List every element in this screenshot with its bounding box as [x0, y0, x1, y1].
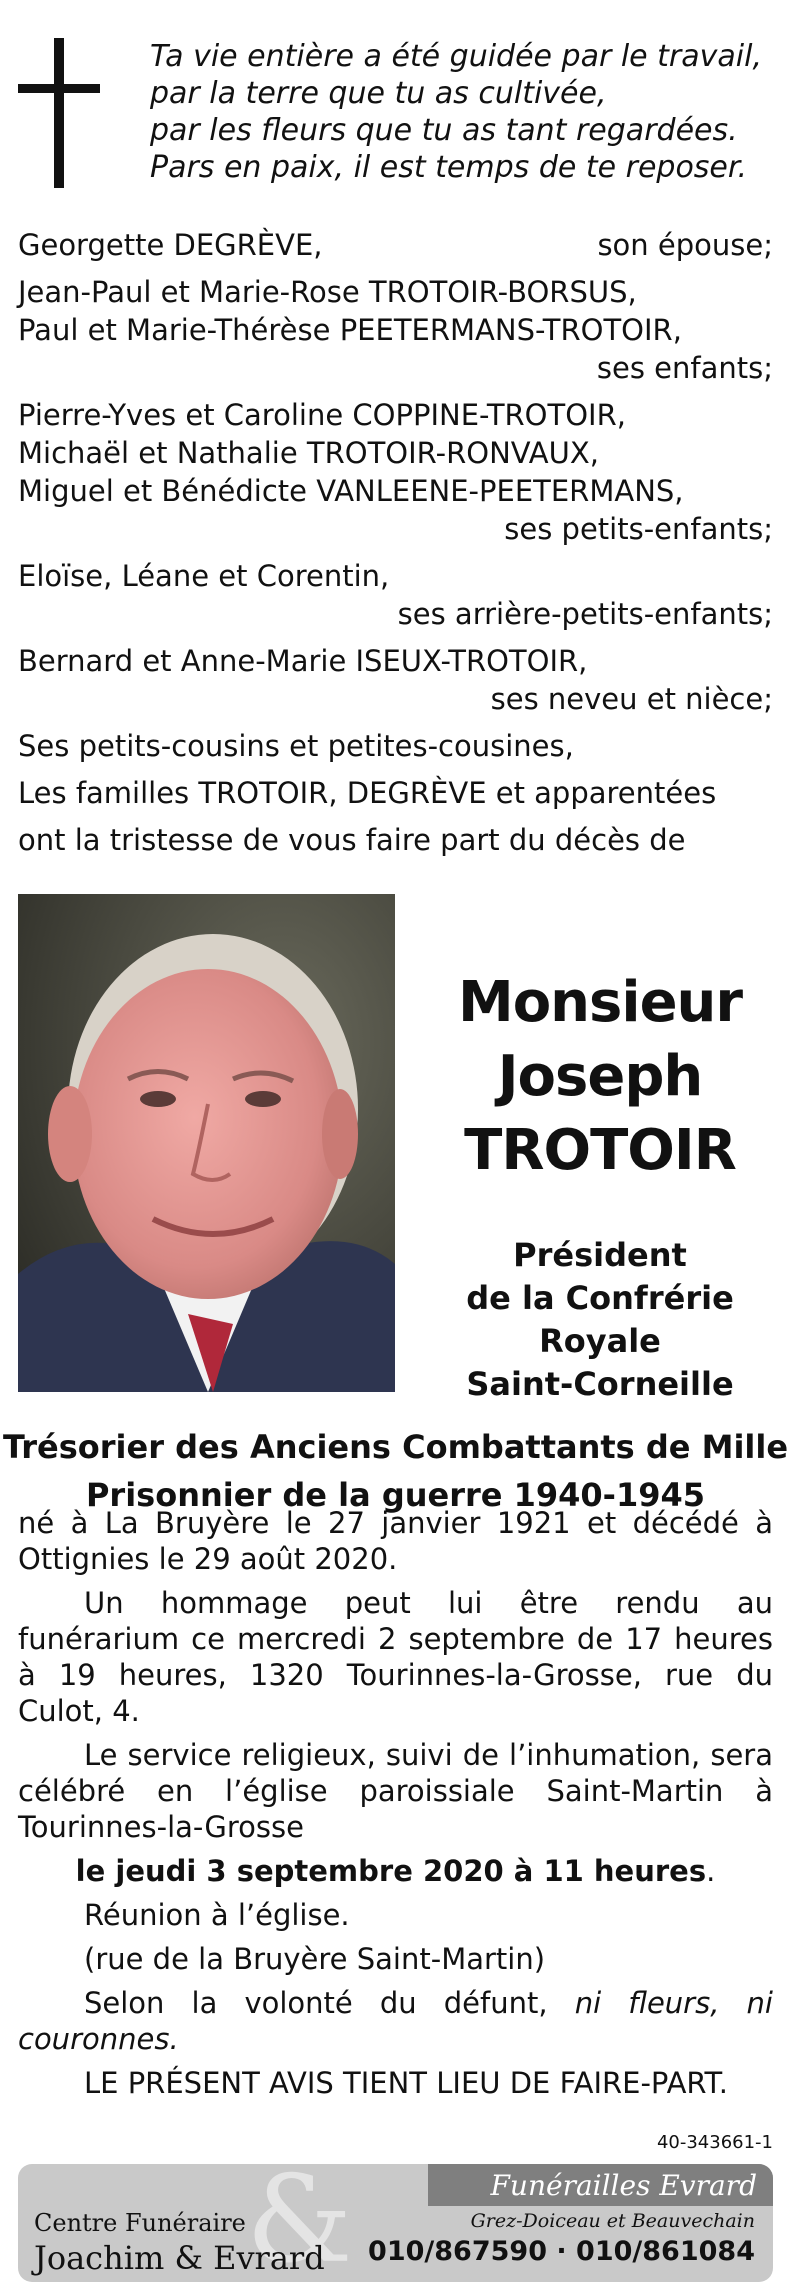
cousins-row: Ses petits-cousins et petites-cousines,	[18, 729, 574, 763]
grandchild-row: Miguel et Bénédicte VANLEENE-PEETERMANS,	[18, 474, 684, 508]
deceased-title	[430, 1234, 770, 1406]
great-grandchildren-row: Eloïse, Léane et Corentin,	[18, 559, 390, 593]
nephew-row: Bernard et Anne-Marie ISEUX-TROTOIR,	[18, 644, 588, 678]
title-line: Président	[513, 1236, 687, 1274]
grandchild-row: Pierre-Yves et Caroline COPPINE-TROTOIR,	[18, 398, 626, 432]
wish-italic: ni fleurs, ni couronnes.	[18, 1986, 773, 2056]
brand-name: Funérailles Evrard	[490, 2169, 757, 2202]
cross-icon	[18, 38, 100, 188]
deceased-name	[410, 966, 790, 1188]
wish-text: Selon la volonté du défunt,	[84, 1986, 575, 2020]
child-row: Jean-Paul et Marie-Rose TROTOIR-BORSUS,	[18, 275, 637, 309]
title-line: Saint-Corneille	[466, 1365, 734, 1403]
meeting-line: Réunion à l’église.	[84, 1898, 350, 1932]
role-line: Trésorier des Anciens Combattants de Mille	[2, 1428, 789, 1466]
grandchild-row: Michaël et Nathalie TROTOIR-RONVAUX,	[18, 436, 599, 470]
service-date	[18, 1853, 773, 1889]
first-name: Joseph	[497, 1044, 703, 1109]
last-name: TROTOIR	[464, 1118, 736, 1183]
poem	[150, 38, 780, 186]
poem-line: Ta vie entière a été guidée par le travail,	[150, 39, 762, 74]
phone-numbers: 010/867590 · 010/861084	[368, 2236, 755, 2267]
families-row: Les familles TROTOIR, DEGRÈVE et apparentées	[18, 776, 717, 810]
title-line: Royale	[539, 1322, 661, 1360]
homage-paragraph: Un hommage peut lui être rendu au funérarium ce mercredi 2 septembre de 17 heures à 19 heures, 1320 Tourinnes-la-Grosse, rue du Culot, 4.	[18, 1586, 773, 1728]
nephew-relation: ses neveu et nièce;	[490, 682, 773, 716]
children-relation: ses enfants;	[596, 351, 773, 385]
poem-line: par les fleurs que tu as tant regardées.	[150, 113, 738, 148]
spouse-relation: son épouse;	[597, 228, 773, 262]
service-date-end: .	[706, 1854, 716, 1888]
service-paragraph: Le service religieux, suivi de l’inhumation, sera célébré en l’église paroissiale Saint-Martin à Tourinnes-la-Grosse	[18, 1738, 773, 1844]
birth-death-paragraph: né à La Bruyère le 27 janvier 1921 et décédé à Ottignies le 29 août 2020.	[18, 1506, 773, 1576]
role-line: Prisonnier de la guerre 1940-1945	[85, 1476, 706, 1514]
wish-paragraph	[18, 1985, 773, 2057]
announcement-line: ont la tristesse de vous faire part du décès de	[18, 823, 686, 857]
civility: Monsieur	[457, 970, 743, 1035]
service-date-text: le jeudi 3 septembre 2020 à 11 heures	[75, 1854, 707, 1888]
poem-line: Pars en paix, il est temps de te reposer.	[150, 150, 747, 185]
notice-line: LE PRÉSENT AVIS TIENT LIEU DE FAIRE-PART.	[84, 2066, 728, 2100]
spouse-name: Georgette DEGRÈVE,	[18, 228, 323, 262]
brand-places: Grez-Doiceau et Beauvechain	[470, 2210, 755, 2232]
poem-line: par la terre que tu as cultivée,	[150, 76, 607, 111]
reference-number: 40-343661-1	[656, 2132, 773, 2153]
funeral-center-line2: Joachim & Evrard	[34, 2239, 325, 2277]
notice-body	[18, 1505, 773, 2101]
great-grandchildren-relation: ses arrière-petits-enfants;	[397, 597, 773, 631]
title-line: de la Confrérie	[466, 1279, 734, 1317]
funeral-home-footer	[18, 2164, 773, 2282]
funeral-center	[34, 2208, 325, 2278]
address-line: (rue de la Bruyère Saint-Martin)	[84, 1942, 546, 1976]
child-row: Paul et Marie-Thérèse PEETERMANS-TROTOIR,	[18, 313, 682, 347]
family-list	[18, 226, 773, 859]
spouse-row	[18, 226, 773, 264]
funeral-center-line1: Centre Funéraire	[34, 2209, 246, 2237]
ampersand-logo-icon: &	[246, 2164, 353, 2282]
portrait-photo	[18, 894, 395, 1392]
grandchildren-relation: ses petits-enfants;	[504, 512, 773, 546]
